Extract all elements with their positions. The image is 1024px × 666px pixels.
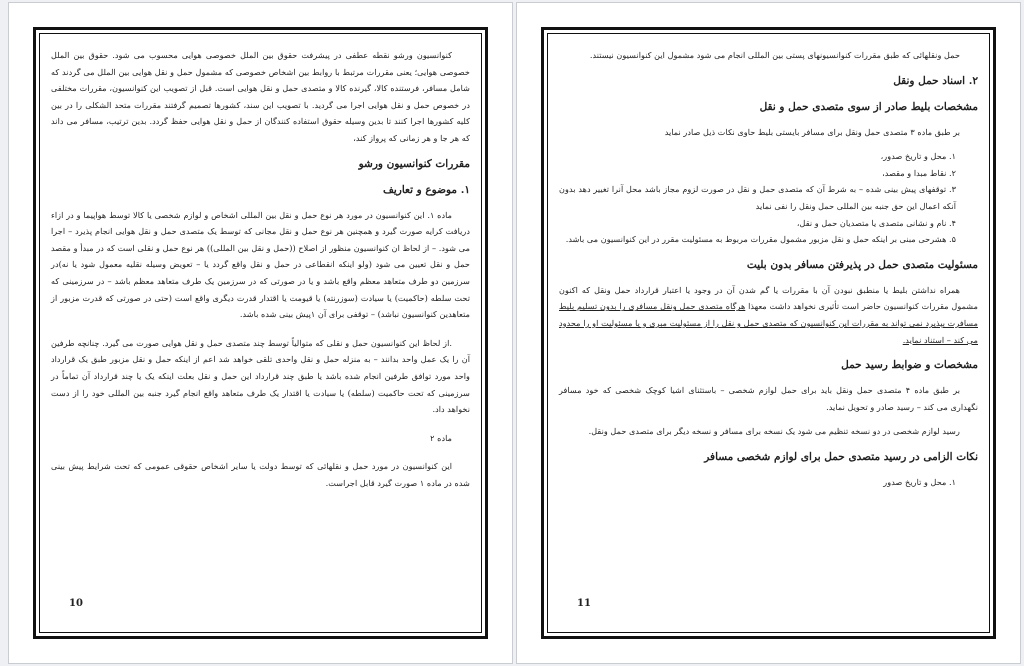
subsection-heading: مسئولیت متصدی حمل در پذیرفتن مسافر بدون بلیت bbox=[746, 258, 978, 271]
subsection-heading: ۱. موضوع و تعاریف bbox=[382, 183, 470, 196]
section-heading: مقررات کنوانسیون ورشو bbox=[358, 157, 470, 170]
list-item: ۲. نقاط مبدا و مقصد، bbox=[882, 167, 956, 178]
list-item: ۵. هشرحی مبنی بر اینکه حمل و نقل مزبور مشمول مقررات مربوط به مسئولیت مقرر در این کنوانسیون می باشد. bbox=[565, 234, 956, 245]
article-2-paragraph: این کنوانسیون در مورد حمل و نقلهائی که توسط دولت یا سایر اشخاص حقوقی عمومی که تحت شرایط پیش بینی شده در ماده ۱ صورت گیرد قابل اجراست. bbox=[51, 461, 470, 488]
page-content bbox=[51, 47, 470, 491]
subsection-heading: مشخصات و ضوابط رسید حمل bbox=[841, 359, 978, 372]
list-item: ۱. محل و تاریخ صدور، bbox=[880, 151, 956, 162]
page-number: 10 bbox=[69, 598, 83, 609]
ticket-paragraph: بر طبق ماده ۳ متصدی حمل ونقل برای مسافر بایستی بلیط حاوی نکات ذیل صادر نماید bbox=[664, 126, 960, 137]
document-page-left bbox=[8, 2, 513, 664]
subsection-heading: نکات الزامی در رسید متصدی حمل برای لوازم شخصی مسافر bbox=[704, 450, 978, 463]
list-item: ۱. محل و تاریخ صدور bbox=[883, 476, 956, 487]
list-item: ۴. نام و نشانی متصدی یا متصدیان حمل و نقل، bbox=[796, 217, 956, 228]
subsection-heading: مشخصات بلیط صادر از سوی متصدی حمل و نقل bbox=[759, 100, 978, 113]
list-item: ۳. توقفهای پیش بینی شده – به شرط آن که متصدی حمل و نقل در صورت لزوم مجاز باشد محل آنرا تغییر دهد بدون آنکه اعمال این حق جنبه بین المللی حمل ونقل را نفی نماید bbox=[559, 184, 956, 211]
top-line: حمل ونقلهائی که طبق مقررات کنوانسیونهای پستی بین المللی انجام می شود مشمول این کنوانسیون نیستند. bbox=[589, 50, 960, 60]
article-1-paragraph: ماده ۱. این کنوانسیون در مورد هر نوع حمل و نقل بین المللی اشخاص و لوازم شخصی یا کالا توسط هواپیما و در ازاء دریافت کرایه صورت گیرد و همچنین هر نوع حمل و نقل مجانی که توسط یک متصدی حمل و نقل هوایی انجام پذیرد – اجرا می شود. – از لحاظ ان کنوانسیون منظور از اصلاح ((حمل و نقل بین المللی)) هر نوع حمل و نقلی است که در مبدأ و مقصد حمل و نقل تعیین می شود (ولو اینکه انقطاعی در حمل و نقل واقع گردد یا – تعویض وسیله نقلیه معمول شود یا نه)در سرزمین دو طرف متعاهد معظم واقع باشد و یا در صورتی که در سرزمین یک طرف متعاهد معظم باشد – در سرزمینی که تحت سلطه (حاکمیت) یا سیادت (سوزرنته) یا قیومت یا اقتدار قدرت دیگری واقع است (حتی در صورتی که قدرت مزبور از متعاهدین کنوانسیون نباشد) – توقفی برای آن ۱پیش بینی شده باشد. bbox=[51, 209, 470, 320]
intro-paragraph: کنوانسیون ورشو نقطه عطفی در پیشرفت حقوق بین الملل خصوصی هوایی محسوب می شود. حقوق بین الملل خصوصی هوایی؛ یعنی مقررات مرتبط با روابط بین اشخاص خصوصی که مشمول حمل و نقل هوایی بین الملل می گردند که شامل مسافر، فرستنده کالا، گیرنده کالا و متصدی حمل و نقل هوایی است. قبل از تصویب این کنوانسیون، مقررات مختلفی در خصوص حمل و نقل هوایی اجرا می گردید. با تصویب این سند، کشورها تصمیم گرفتند مقررات متحد الشکلی را در بین کلیه کشورها اجرا کنند تا بدین وسیله حقوق استفاده کنندگان از حمل و نقل هوایی حفظ گردد. بدین ترتیب، مسافر می داند که هر جا و هر زمانی که پرواز کند، bbox=[51, 50, 470, 143]
receipt-paragraph: رسید لوازم شخصی در دو نسخه تنظیم می شود یک نسخه برای مسافر و نسخه دیگر برای متصدی حمل ونقل. bbox=[588, 426, 960, 437]
page-content bbox=[559, 47, 978, 491]
mandatory-items-list bbox=[559, 474, 978, 491]
liability-underlined-text: هرگاه متصدی حمل ونقل مسافری را بدون تسلیم بلیط مسافرت بپذیرد نمی تواند به مقررات این کنوانسیون که متصدی حمل و نقل را از مسئولیت مبری و یا مسئولیت او را محدود می کند – استناد نماید. bbox=[559, 301, 978, 345]
liability-paragraph bbox=[559, 282, 978, 348]
baggage-paragraph: بر طبق ماده ۴ متصدی حمل ونقل باید برای حمل لوازم شخصی – باستثنای اشیا کوچک شخصی که خود مسافر نگهداری می کند – رسید صادر و تحویل نماید. bbox=[559, 385, 978, 412]
section-heading: ۲. اسناد حمل ونقل bbox=[893, 74, 978, 87]
article-1-continuation: .از لحاظ این کنوانسیون حمل و نقلی که متوالیاً توسط چند متصدی حمل و نقل هوایی صورت می گیرد. چنانچه طرفین آن را یک عمل واحد بدانند – به منزله حمل و نقل واحدی تلقی خواهد شد اعم از اینکه حمل و نقل مزبور طبق یک قرارداد واحد مورد توافق طرفین انجام شده باشد یا طبق چند قرارداد این حمل و نقل بعلت اینکه یک یا چند قرارداد آن تماماً در سرزمینی که تحت حاکمیت (سلطه) یا سیادت یا اقتدار یک طرف متعاهد واقع انجام گیرد جنبه بین المللی خود را از دست نخواهد داد. bbox=[51, 337, 470, 415]
document-page-right bbox=[516, 2, 1021, 664]
article-2-label: ماده ۲ bbox=[430, 432, 452, 443]
ticket-items-list bbox=[559, 148, 978, 248]
page-number: 11 bbox=[577, 598, 591, 609]
liability-text: همراه نداشتن بلیط یا منطبق نبودن آن با مقررات یا گم شدن آن در وجود یا اعتبار قرارداد حمل ونقل که اکنون مشمول مقررات کنوانسیون حاضر است تأثیری نخواهد داشت معهذا bbox=[559, 284, 979, 312]
